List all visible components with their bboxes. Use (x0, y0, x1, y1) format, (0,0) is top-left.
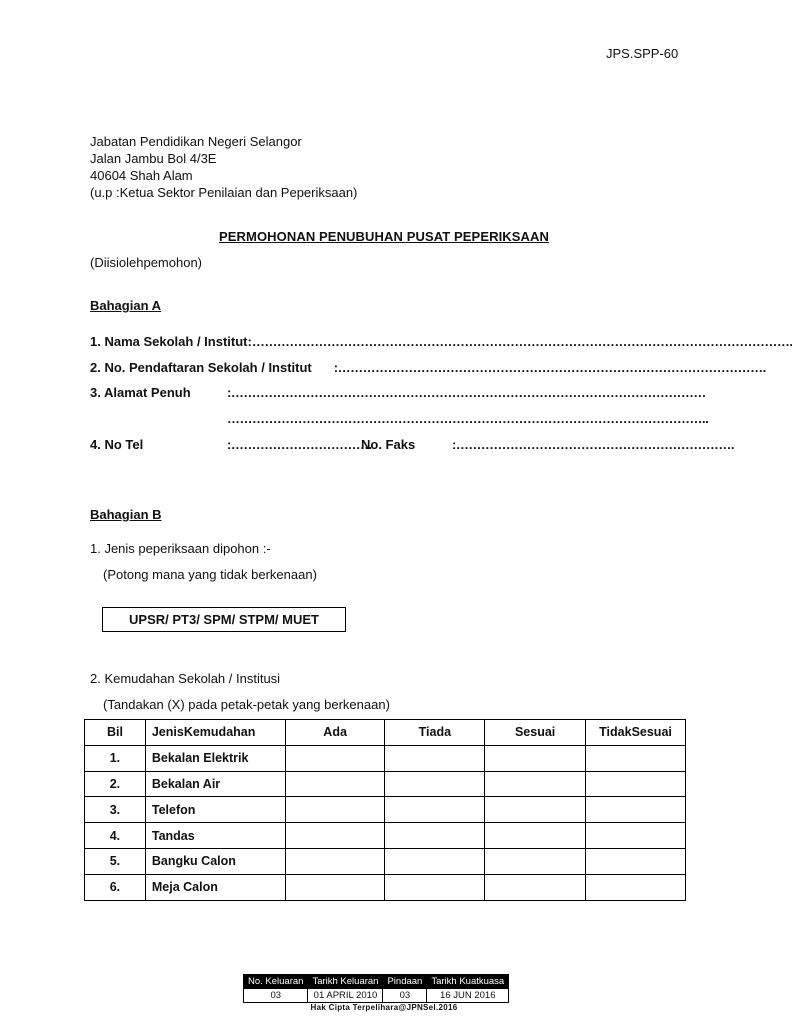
table-row (85, 823, 686, 849)
checkbox-cell-ada[interactable] (285, 848, 385, 874)
revision-value: 16 JUN 2016 (427, 989, 509, 1003)
table-row (85, 771, 686, 797)
cell-bil: 3. (85, 797, 146, 823)
question-note: (Tandakan (X) pada petak-petak yang berkenaan) (103, 697, 390, 712)
checkbox-cell-tidak-sesuai[interactable] (586, 745, 686, 771)
cell-jenis: Bekalan Elektrik (145, 745, 285, 771)
checkbox-cell-ada[interactable] (285, 823, 385, 849)
field-full-address[interactable] (90, 385, 706, 400)
checkbox-cell-sesuai[interactable] (485, 797, 586, 823)
fax-label: No. Faks (361, 437, 416, 452)
field-phone-fax[interactable] (90, 437, 734, 452)
checkbox-cell-tidak-sesuai[interactable] (586, 848, 686, 874)
checkbox-cell-ada[interactable] (285, 745, 385, 771)
revision-value: 01 APRIL 2010 (308, 989, 383, 1003)
table-row (85, 874, 686, 900)
fill-line: …………………………………………………………………………………………………………………. (251, 334, 792, 349)
checkbox-cell-tiada[interactable] (385, 823, 485, 849)
facilities-table (84, 719, 686, 901)
revision-header: Tarikh Keluaran (308, 975, 383, 989)
field-registration-no[interactable] (90, 360, 766, 375)
checkbox-cell-tiada[interactable] (385, 874, 485, 900)
checkbox-cell-ada[interactable] (285, 771, 385, 797)
revision-header: Pindaan (383, 975, 427, 989)
field-label: 3. Alamat Penuh (90, 385, 191, 400)
document-ref-code: JPS.SPP-60 (606, 46, 679, 61)
fill-line: :…………………………………………………………………………………………………… (227, 385, 706, 400)
cell-jenis: Bekalan Air (145, 771, 285, 797)
checkbox-cell-ada[interactable] (285, 874, 385, 900)
address-line: Jabatan Pendidikan Negeri Selangor (90, 134, 302, 149)
cell-jenis: Telefon (145, 797, 285, 823)
cell-bil: 2. (85, 771, 146, 797)
checkbox-cell-tidak-sesuai[interactable] (586, 874, 686, 900)
checkbox-cell-tiada[interactable] (385, 848, 485, 874)
cell-bil: 1. (85, 745, 146, 771)
col-header: Tiada (385, 720, 485, 746)
address-line: (u.p :Ketua Sektor Penilaian dan Peperiksaan) (90, 185, 358, 200)
field-label: 4. No Tel (90, 437, 144, 452)
fill-line: :…………………………………………………………………………………………. (333, 360, 766, 375)
checkbox-cell-ada[interactable] (285, 797, 385, 823)
section-a-heading: Bahagian A (90, 298, 162, 313)
document-title: PERMOHONAN PENUBUHAN PUSAT PEPERIKSAAN (218, 229, 550, 244)
question-note: (Potong mana yang tidak berkenaan) (103, 567, 317, 582)
revision-value-row (244, 989, 509, 1003)
checkbox-cell-sesuai[interactable] (485, 771, 586, 797)
fill-line: …………………………………………………………………………………………………….. (227, 411, 709, 426)
checkbox-cell-tidak-sesuai[interactable] (586, 823, 686, 849)
col-header: JenisKemudahan (145, 720, 285, 746)
checkbox-cell-tiada[interactable] (385, 745, 485, 771)
subtitle: (Diisiolehpemohon) (90, 255, 202, 270)
revision-value: 03 (383, 989, 427, 1003)
table-header-row (85, 720, 686, 746)
question-exam-type: 1. Jenis peperiksaan dipohon :- (90, 541, 271, 556)
field-school-name[interactable] (90, 334, 792, 349)
address-line: 40604 Shah Alam (90, 168, 193, 183)
section-b-heading: Bahagian B (90, 507, 162, 522)
recipient-address (90, 133, 357, 201)
cell-jenis: Tandas (145, 823, 285, 849)
copyright-notice: Hak Cipta Terpelihara@JPNSel.2016 (310, 1003, 458, 1012)
checkbox-cell-sesuai[interactable] (485, 823, 586, 849)
revision-header: Tarikh Kuatkuasa (427, 975, 509, 989)
cell-bil: 6. (85, 874, 146, 900)
col-header: TidakSesuai (586, 720, 686, 746)
col-header: Sesuai (485, 720, 586, 746)
fill-line: :……………………………. (227, 437, 372, 452)
checkbox-cell-sesuai[interactable] (485, 745, 586, 771)
exam-types-box[interactable]: UPSR/ PT3/ SPM/ STPM/ MUET (102, 607, 346, 632)
fill-line: :…………………………………………………………. (452, 437, 734, 452)
checkbox-cell-tiada[interactable] (385, 797, 485, 823)
address-line: Jalan Jambu Bol 4/3E (90, 151, 217, 166)
question-facilities: 2. Kemudahan Sekolah / Institusi (90, 671, 281, 686)
field-label: 1. Nama Sekolah / Institut: (90, 334, 252, 349)
field-full-address-line2[interactable] (227, 411, 709, 426)
col-header: Bil (85, 720, 146, 746)
cell-bil: 4. (85, 823, 146, 849)
revision-value: 03 (244, 989, 308, 1003)
revision-header-row (244, 975, 509, 989)
cell-jenis: Meja Calon (145, 874, 285, 900)
checkbox-cell-sesuai[interactable] (485, 848, 586, 874)
checkbox-cell-sesuai[interactable] (485, 874, 586, 900)
checkbox-cell-tidak-sesuai[interactable] (586, 797, 686, 823)
checkbox-cell-tidak-sesuai[interactable] (586, 771, 686, 797)
revision-table (243, 974, 509, 1003)
revision-header: No. Keluaran (244, 975, 308, 989)
table-row (85, 797, 686, 823)
col-header: Ada (285, 720, 385, 746)
cell-jenis: Bangku Calon (145, 848, 285, 874)
checkbox-cell-tiada[interactable] (385, 771, 485, 797)
table-row (85, 745, 686, 771)
field-label: 2. No. Pendaftaran Sekolah / Institut (90, 360, 312, 375)
table-row (85, 848, 686, 874)
cell-bil: 5. (85, 848, 146, 874)
